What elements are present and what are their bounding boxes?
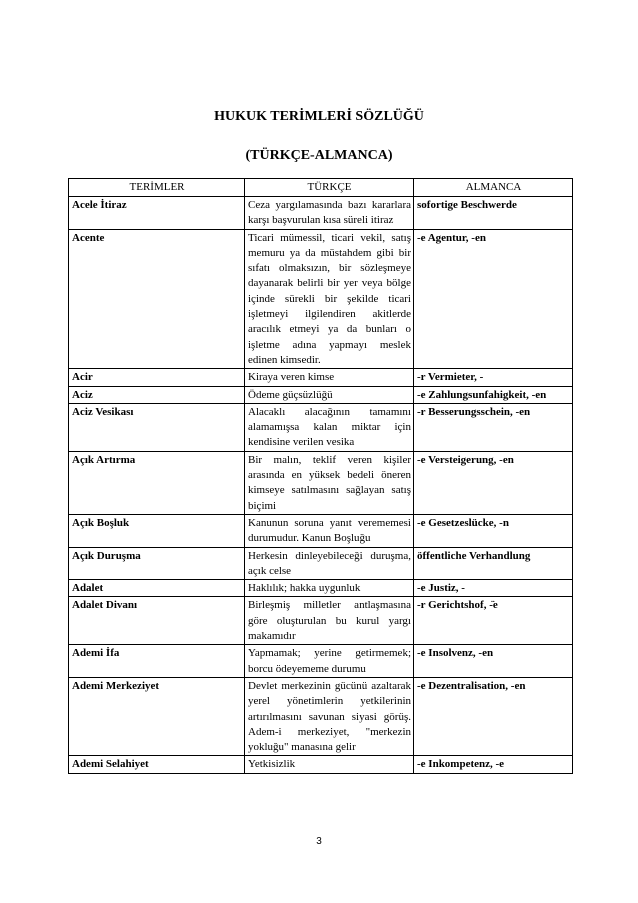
turkish-definition-cell: Herkesin dinleyebileceği duruşma, açık celse: [245, 547, 414, 580]
table-row: [69, 369, 573, 386]
term-cell: Açık Boşluk: [69, 514, 245, 547]
german-translation-cell: -e Dezentralisation, -en: [414, 677, 573, 755]
turkish-definition-cell: Devlet merkezinin gücünü azaltarak yerel yönetimlerin yetkilerinin artırılmasını savunan siyasi görüş. Adem-i merkeziyet, "merkezin yokluğu" manasına gelir: [245, 677, 414, 755]
table-row: [69, 386, 573, 403]
turkish-definition-cell: Birleşmiş milletler antlaşmasına göre oluşturulan bu kurul yargı makamıdır: [245, 597, 414, 645]
german-translation-cell: sofortige Beschwerde: [414, 197, 573, 230]
table-row: [69, 451, 573, 514]
german-translation-cell: -e Zahlungsunfahigkeit, -en: [414, 386, 573, 403]
term-cell: Aciz: [69, 386, 245, 403]
term-cell: Acente: [69, 229, 245, 369]
german-translation-cell: -r Vermieter, -: [414, 369, 573, 386]
table-row: [69, 514, 573, 547]
german-translation-cell: -e Justiz, -: [414, 580, 573, 597]
turkish-definition-cell: Alacaklı alacağının tamamını alamamışsa kalan miktar için kendisine verilen vesika: [245, 403, 414, 451]
term-cell: Adalet: [69, 580, 245, 597]
table-row: [69, 547, 573, 580]
table-header-row: [69, 179, 573, 197]
table-row: [69, 756, 573, 773]
column-header-turkish: TÜRKÇE: [245, 179, 414, 197]
table-row: [69, 580, 573, 597]
term-cell: Acele İtiraz: [69, 197, 245, 230]
column-header-terms: TERİMLER: [69, 179, 245, 197]
page-title: HUKUK TERİMLERİ SÖZLÜĞÜ: [214, 109, 424, 124]
german-translation-cell: -e Agentur, -en: [414, 229, 573, 369]
turkish-definition-cell: Haklılık; hakka uygunluk: [245, 580, 414, 597]
term-cell: Ademi Selahiyet: [69, 756, 245, 773]
term-cell: Acir: [69, 369, 245, 386]
turkish-definition-cell: Ödeme güçsüzlüğü: [245, 386, 414, 403]
turkish-definition-cell: Kanunun soruna yanıt verememesi durumudur. Kanun Boşluğu: [245, 514, 414, 547]
german-translation-cell: -e Insolvenz, -en: [414, 645, 573, 678]
german-translation-cell: -r Gerichtshof, -̈e: [414, 597, 573, 645]
term-cell: Ademi İfa: [69, 645, 245, 678]
page-number: 3: [316, 836, 322, 847]
turkish-definition-cell: Bir malın, teklif veren kişiler arasında en yüksek bedeli öneren kimseye satılmasını sağlayan satış biçimi: [245, 451, 414, 514]
german-translation-cell: -r Besserungsschein, -en: [414, 403, 573, 451]
term-cell: Aciz Vesikası: [69, 403, 245, 451]
term-cell: Açık Duruşma: [69, 547, 245, 580]
turkish-definition-cell: Yapmamak; yerine getirmemek; borcu ödeyememe durumu: [245, 645, 414, 678]
german-translation-cell: -e Gesetzeslücke, -n: [414, 514, 573, 547]
table-row: [69, 403, 573, 451]
term-cell: Ademi Merkeziyet: [69, 677, 245, 755]
column-header-german: ALMANCA: [414, 179, 573, 197]
table-row: [69, 229, 573, 369]
table-row: [69, 645, 573, 678]
turkish-definition-cell: Ticari mümessil, ticari vekil, satış memuru ya da müstahdem gibi bir sıfatı olmaksızın, bir sözleşmeye dayanarak belirli bir yer veya bölge içinde sürekli bir şekilde ticari işletmeyi ilgilendiren akitlerde aracılık etmeyi ya da bunları o işletme adına yapmayı meslek edinen kimsedir.: [245, 229, 414, 369]
term-cell: Adalet Divanı: [69, 597, 245, 645]
german-translation-cell: -e Versteigerung, -en: [414, 451, 573, 514]
turkish-definition-cell: Yetkisizlik: [245, 756, 414, 773]
turkish-definition-cell: Kiraya veren kimse: [245, 369, 414, 386]
german-translation-cell: öffentliche Verhandlung: [414, 547, 573, 580]
table-row: [69, 677, 573, 755]
turkish-definition-cell: Ceza yargılamasında bazı kararlara karşı başvurulan kısa süreli itiraz: [245, 197, 414, 230]
table-row: [69, 597, 573, 645]
page-subtitle: (TÜRKÇE-ALMANCA): [245, 148, 393, 163]
table-row: [69, 197, 573, 230]
term-cell: Açık Artırma: [69, 451, 245, 514]
german-translation-cell: -e Inkompetenz, -e: [414, 756, 573, 773]
dictionary-table: [68, 178, 573, 774]
